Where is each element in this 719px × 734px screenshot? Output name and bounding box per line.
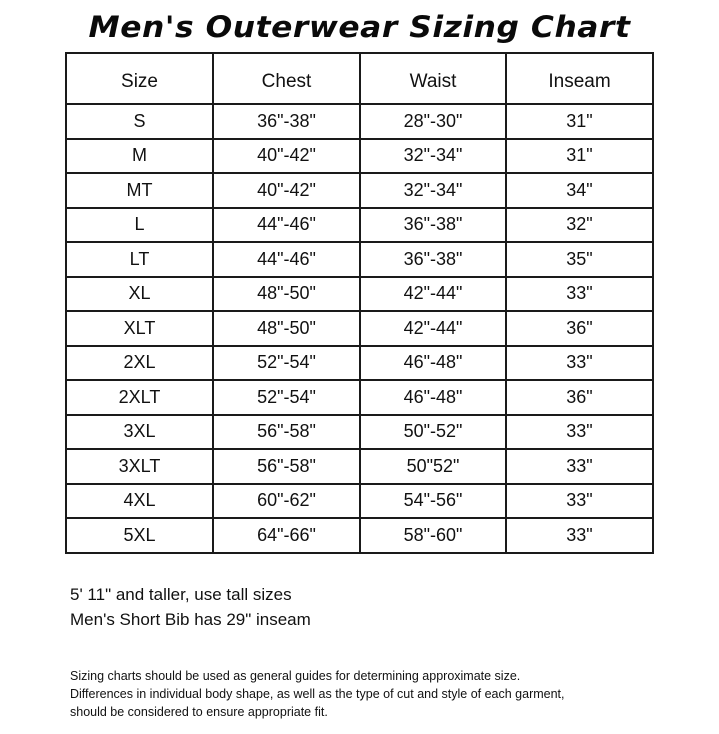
cell-waist: 46"-48" [360, 346, 506, 381]
cell-chest: 60"-62" [213, 484, 360, 519]
cell-waist: 50"52" [360, 449, 506, 484]
cell-inseam: 36" [506, 380, 653, 415]
column-header-inseam: Inseam [506, 53, 653, 104]
cell-waist: 42"-44" [360, 311, 506, 346]
cell-inseam: 32" [506, 208, 653, 243]
cell-inseam: 33" [506, 415, 653, 450]
table-row [66, 518, 653, 553]
table-row [66, 139, 653, 174]
cell-chest: 40"-42" [213, 173, 360, 208]
table-row [66, 208, 653, 243]
cell-size: M [66, 139, 213, 174]
cell-inseam: 31" [506, 104, 653, 139]
cell-chest: 48"-50" [213, 277, 360, 312]
cell-waist: 54"-56" [360, 484, 506, 519]
cell-chest: 40"-42" [213, 139, 360, 174]
table-row [66, 311, 653, 346]
table-header-row [66, 53, 653, 104]
cell-chest: 64"-66" [213, 518, 360, 553]
cell-waist: 50"-52" [360, 415, 506, 450]
cell-size: 5XL [66, 518, 213, 553]
cell-size: 4XL [66, 484, 213, 519]
cell-size: XLT [66, 311, 213, 346]
cell-waist: 28"-30" [360, 104, 506, 139]
cell-chest: 56"-58" [213, 415, 360, 450]
cell-chest: 48"-50" [213, 311, 360, 346]
table-row [66, 484, 653, 519]
cell-size: MT [66, 173, 213, 208]
cell-inseam: 36" [506, 311, 653, 346]
table-row [66, 277, 653, 312]
table-row [66, 415, 653, 450]
page-title: Men's Outerwear Sizing Chart [88, 10, 631, 44]
table-row [66, 449, 653, 484]
cell-waist: 36"-38" [360, 242, 506, 277]
disclaimer-line: Differences in individual body shape, as well as the type of cut and style of each garment, [70, 687, 565, 701]
cell-inseam: 33" [506, 346, 653, 381]
disclaimer-line: Sizing charts should be used as general guides for determining approximate size. [70, 669, 521, 683]
sizing-notes [70, 582, 311, 632]
cell-size: LT [66, 242, 213, 277]
cell-waist: 32"-34" [360, 173, 506, 208]
sizing-table [65, 52, 654, 554]
table-row [66, 346, 653, 381]
cell-waist: 42"-44" [360, 277, 506, 312]
cell-inseam: 34" [506, 173, 653, 208]
cell-size: S [66, 104, 213, 139]
tall-sizes-note: 5' 11" and taller, use tall sizes [70, 585, 292, 604]
cell-inseam: 33" [506, 449, 653, 484]
cell-size: 2XL [66, 346, 213, 381]
cell-inseam: 33" [506, 484, 653, 519]
cell-inseam: 33" [506, 277, 653, 312]
column-header-size: Size [66, 53, 213, 104]
column-header-chest: Chest [213, 53, 360, 104]
table-row [66, 104, 653, 139]
table-row [66, 380, 653, 415]
cell-chest: 52"-54" [213, 346, 360, 381]
disclaimer-line: should be considered to ensure appropriate fit. [70, 705, 328, 719]
short-bib-note: Men's Short Bib has 29" inseam [70, 610, 311, 629]
cell-chest: 36"-38" [213, 104, 360, 139]
cell-waist: 58"-60" [360, 518, 506, 553]
cell-size: 3XL [66, 415, 213, 450]
cell-inseam: 33" [506, 518, 653, 553]
sizing-disclaimer [70, 667, 565, 721]
cell-inseam: 35" [506, 242, 653, 277]
cell-chest: 44"-46" [213, 242, 360, 277]
cell-waist: 46"-48" [360, 380, 506, 415]
table-row [66, 242, 653, 277]
cell-inseam: 31" [506, 139, 653, 174]
table-row [66, 173, 653, 208]
cell-chest: 52"-54" [213, 380, 360, 415]
cell-size: XL [66, 277, 213, 312]
cell-chest: 44"-46" [213, 208, 360, 243]
column-header-waist: Waist [360, 53, 506, 104]
cell-waist: 36"-38" [360, 208, 506, 243]
cell-chest: 56"-58" [213, 449, 360, 484]
table-body [66, 104, 653, 553]
cell-size: 3XLT [66, 449, 213, 484]
cell-waist: 32"-34" [360, 139, 506, 174]
cell-size: L [66, 208, 213, 243]
cell-size: 2XLT [66, 380, 213, 415]
